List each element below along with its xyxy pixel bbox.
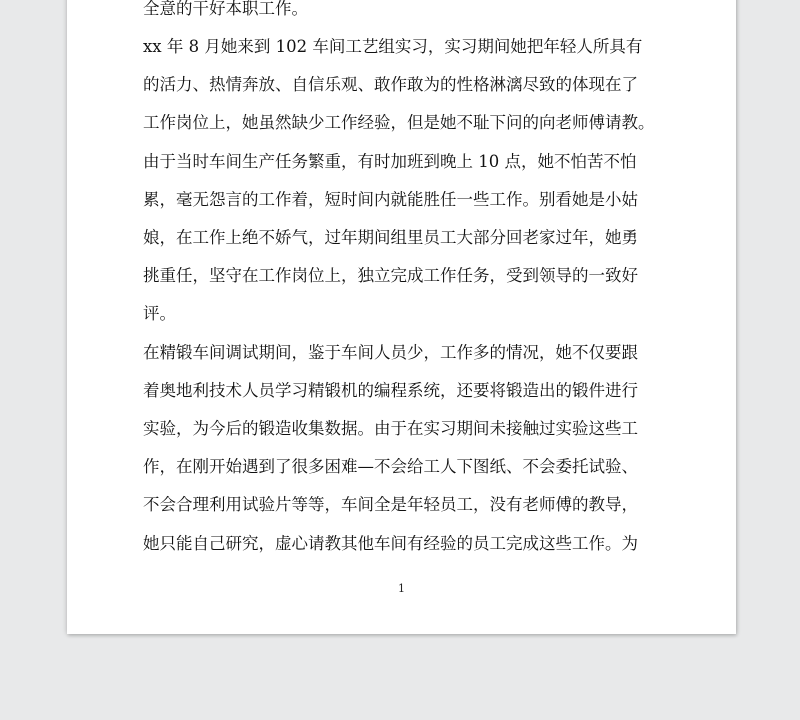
text-line: 在精锻车间调试期间，鉴于车间人员少，工作多的情况，她不仅要跟 bbox=[143, 343, 638, 362]
text-line: 实验，为今后的锻造收集数据。由于在实习期间未接触过实验这些工 bbox=[143, 419, 638, 438]
text-line: 娘，在工作上绝不娇气，过年期间组里员工大部分回老家过年，她勇 bbox=[143, 228, 638, 247]
text-line: 全意的干好本职工作。 bbox=[143, 0, 308, 18]
text-line: 工作岗位上，她虽然缺少工作经验，但是她不耻下问的向老师傅请教。 bbox=[143, 113, 655, 132]
text-line: 由于当时车间生产任务繁重，有时加班到晚上 10 点，她不怕苦不怕 bbox=[143, 152, 637, 171]
text-line: 的活力、热情奔放、自信乐观、敢作敢为的性格淋漓尽致的体现在了 bbox=[143, 75, 638, 94]
page-number: 1 bbox=[398, 582, 405, 595]
text-line: 作，在刚开始遇到了很多困难—不会给工人下图纸、不会委托试验、 bbox=[143, 457, 638, 476]
document-page bbox=[67, 0, 736, 634]
text-line: xx 年 8 月她来到 102 车间工艺组实习，实习期间她把年轻人所具有 bbox=[143, 37, 643, 56]
text-line: 着奥地利技术人员学习精锻机的编程系统，还要将锻造出的锻件进行 bbox=[143, 381, 638, 400]
text-line: 评。 bbox=[143, 304, 176, 323]
text-line: 她只能自己研究，虚心请教其他车间有经验的员工完成这些工作。为 bbox=[143, 534, 638, 553]
text-line: 不会合理利用试验片等等，车间全是年轻员工，没有老师傅的教导， bbox=[143, 495, 638, 514]
text-line: 挑重任，坚守在工作岗位上，独立完成工作任务，受到领导的一致好 bbox=[143, 266, 638, 285]
text-line: 累，毫无怨言的工作着，短时间内就能胜任一些工作。别看她是小姑 bbox=[143, 190, 638, 209]
